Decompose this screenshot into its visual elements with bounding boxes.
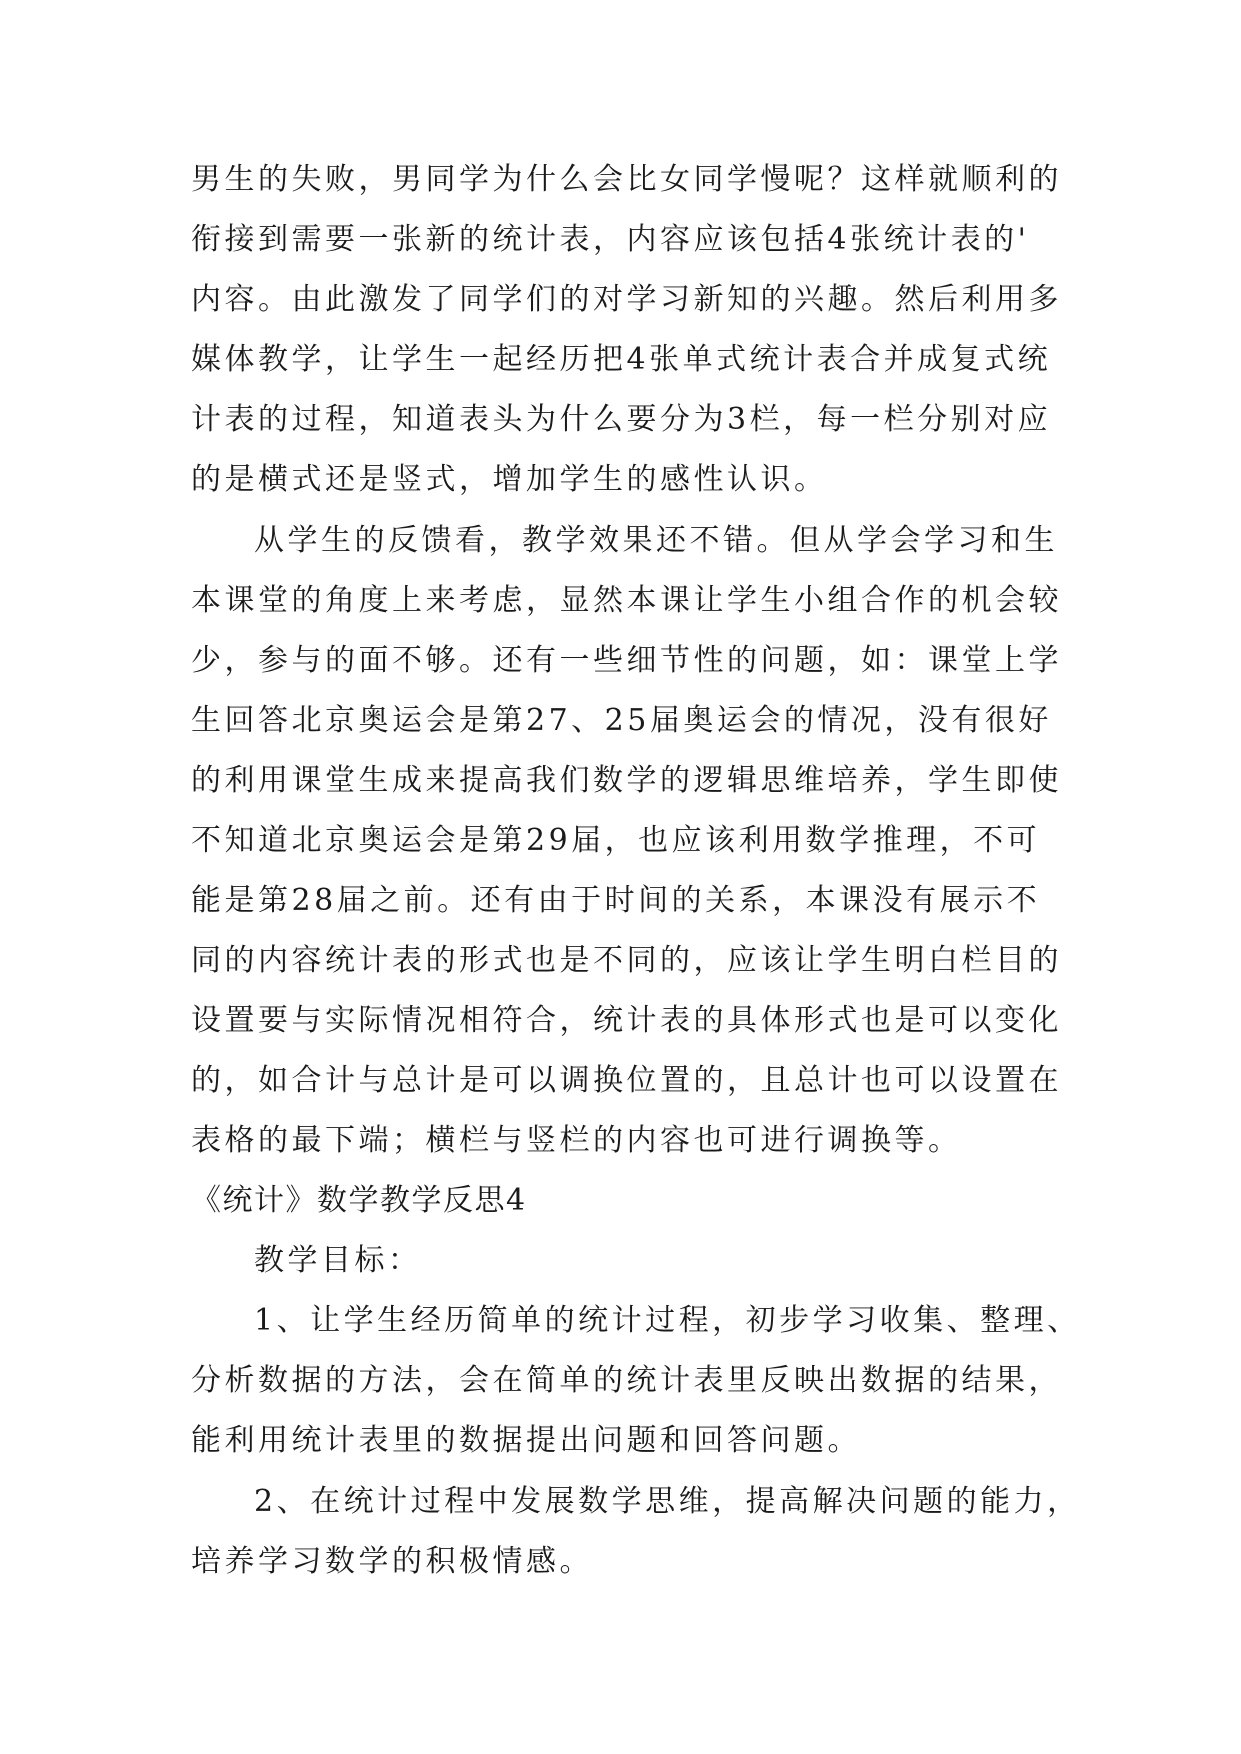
text-line: 衔接到需要一张新的统计表，内容应该包括4张统计表的' <box>191 222 1030 257</box>
text-line: 媒体教学，让学生一起经历把4张单式统计表合并成复式统 <box>191 342 1052 377</box>
text-line: 的利用课堂生成来提高我们数学的逻辑思维培养，学生即使 <box>191 763 1062 798</box>
text-line: 分析数据的方法，会在简单的统计表里反映出数据的结果， <box>191 1363 1062 1398</box>
text-line: 的，如合计与总计是可以调换位置的，且总计也可以设置在 <box>191 1063 1062 1098</box>
text-line: 2、在统计过程中发展数学思维，提高解决问题的能力， <box>254 1484 1081 1519</box>
text-line: 少，参与的面不够。还有一些细节性的问题，如：课堂上学 <box>191 643 1062 678</box>
text-line: 从学生的反馈看，教学效果还不错。但从学会学习和生 <box>254 523 1058 558</box>
text-line: 表格的最下端；横栏与竖栏的内容也可进行调换等。 <box>191 1123 962 1158</box>
text-line: 设置要与实际情况相符合，统计表的具体形式也是可以变化 <box>191 1003 1062 1038</box>
text-line: 能是第28届之前。还有由于时间的关系，本课没有展示不 <box>191 883 1041 918</box>
text-line: 1、让学生经历简单的统计过程，初步学习收集、整理、 <box>254 1303 1081 1338</box>
section-heading: 《统计》数学教学反思4 <box>191 1183 527 1218</box>
text-line: 内容。由此激发了同学们的对学习新知的兴趣。然后利用多 <box>191 282 1062 317</box>
text-line: 不知道北京奥运会是第29届，也应该利用数学推理，不可 <box>191 823 1041 858</box>
paragraph-reflection-continued <box>191 150 1062 510</box>
document-body <box>191 150 1081 1592</box>
text-line: 的是横式还是竖式，增加学生的感性认识。 <box>191 462 828 497</box>
objective-2 <box>191 1472 1081 1592</box>
text-line: 能利用统计表里的数据提出问题和回答问题。 <box>191 1423 861 1458</box>
text-line: 本课堂的角度上来考虑，显然本课让学生小组合作的机会较 <box>191 583 1062 618</box>
paragraph-feedback <box>191 511 1062 1171</box>
text-line: 同的内容统计表的形式也是不同的，应该让学生明白栏目的 <box>191 943 1062 978</box>
text-line: 培养学习数学的积极情感。 <box>191 1544 593 1579</box>
text-line: 生回答北京奥运会是第27、25届奥运会的情况，没有很好 <box>191 703 1052 738</box>
objective-1 <box>191 1291 1081 1471</box>
objectives-label: 教学目标： <box>254 1243 422 1278</box>
text-line: 计表的过程，知道表头为什么要分为3栏，每一栏分别对应 <box>191 402 1052 437</box>
text-line: 男生的失败，男同学为什么会比女同学慢呢？这样就顺利的 <box>191 162 1062 197</box>
